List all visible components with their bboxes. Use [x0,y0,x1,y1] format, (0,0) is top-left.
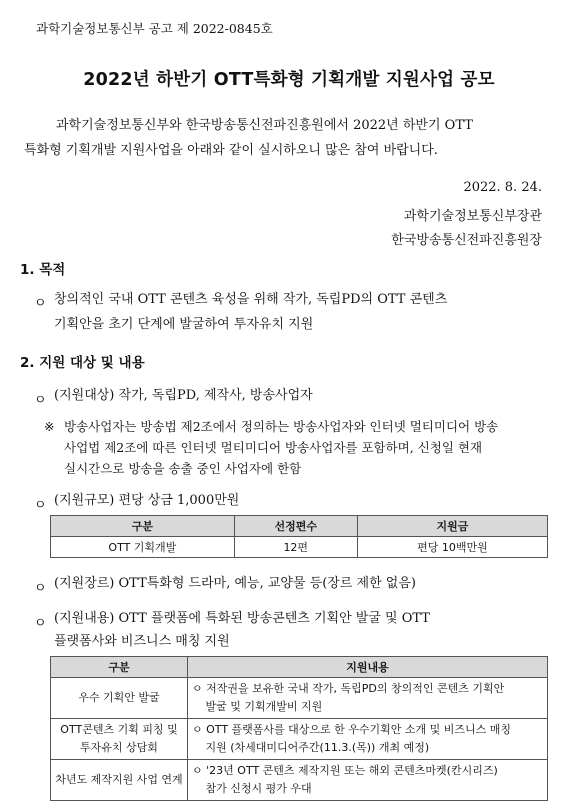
table-cell [51,719,188,760]
notice-number: 과학기술정보통신부 공고 제 2022-0845호 [36,21,273,36]
row-label-line-2: 투자유치 상담회 [80,741,158,754]
row-content-line-2: 지원 (차세대미디어주간(11.3.(목)) 개최 예정) [205,741,430,754]
table-row [51,719,548,760]
table-header-row [51,657,548,678]
table-cell [188,719,548,760]
note-line-2: 사업법 제2조에 따른 인터넷 멀티미디어 방송사업자를 포함하며, 신청일 현재 [64,440,483,455]
bullet-icon: ㅇ [34,393,47,408]
note-mark-icon: ※ [44,419,55,434]
table-header: 지원내용 [188,657,548,678]
row-content-line-1: OTT 플랫폼사를 대상으로 한 우수기획안 소개 및 비즈니스 매칭 [206,723,512,736]
row-label: 우수 기획안 발굴 [78,691,160,704]
issuer-ministry: 과학기술정보통신부장관 [403,209,542,224]
notice-date: 2022. 8. 24. [463,180,542,195]
table-cell: OTT 기획개발 [51,537,235,558]
table-cell: 편당 10백만원 [357,537,547,558]
support-content-table [50,656,548,801]
table-cell: 12편 [234,537,357,558]
note-line-1: 방송사업자는 방송법 제2조에서 정의하는 방송사업자와 인터넷 멀티미디어 방송 [64,419,499,434]
bullet-icon: ㅇ [34,498,47,513]
support-scale-table [50,515,548,558]
row-content-line-1: '23년 OTT 콘텐츠 제작지원 또는 해외 콘텐츠마켓(칸시리즈) [206,764,498,777]
bullet-icon: ㅇ [34,581,47,596]
table-row [51,760,548,801]
note-line-3: 실시간으로 방송을 송출 중인 사업자에 한함 [64,461,302,476]
support-content-line-1: (지원내용) OTT 플랫폼에 특화된 방송콘텐츠 기획안 발굴 및 OTT [54,611,430,626]
intro-line-1: 과학기술정보통신부와 한국방송통신전파진흥원에서 2022년 하반기 OTT [56,118,473,133]
bullet-icon: ㅇ [192,682,203,695]
row-label: 차년도 제작지원 사업 연계 [55,773,183,786]
table-row [51,537,548,558]
section-1-heading: 1. 목적 [20,262,66,278]
bullet-icon: ㅇ [34,616,47,631]
support-scale: (지원규모) 편당 상금 1,000만원 [54,493,240,508]
support-target: (지원대상) 작가, 독립PD, 제작사, 방송사업자 [54,388,313,403]
bullet-icon: ㅇ [192,723,203,736]
row-label-line-1: OTT콘텐츠 기획 피칭 및 [60,723,178,736]
table-cell [188,678,548,719]
section-2-heading: 2. 지원 대상 및 내용 [20,355,145,371]
section-1-line-1: 창의적인 국내 OTT 콘텐츠 육성을 위해 작가, 독립PD의 OTT 콘텐츠 [54,292,448,307]
row-content-line-2: 발굴 및 기획개발비 지원 [205,700,323,713]
table-header: 구분 [51,516,235,537]
bullet-icon: ㅇ [192,764,203,777]
support-genre: (지원장르) OTT특화형 드라마, 예능, 교양물 등(장르 제한 없음) [54,576,416,591]
support-content-line-2: 플랫폼사와 비즈니스 매칭 지원 [54,634,230,649]
table-cell [188,760,548,801]
intro-line-2: 특화형 기획개발 지원사업을 아래와 같이 실시하오니 많은 참여 바랍니다. [24,143,438,158]
table-header: 선정편수 [234,516,357,537]
table-cell [51,678,188,719]
issuer-agency: 한국방송통신전파진흥원장 [391,233,542,248]
row-content-line-1: 저작권을 보유한 국내 작가, 독립PD의 창의적인 콘텐츠 기획안 [206,682,505,695]
bullet-icon: ㅇ [34,296,47,311]
table-cell [51,760,188,801]
table-header: 지원금 [357,516,547,537]
page-title: 2022년 하반기 OTT특화형 기획개발 지원사업 공모 [83,70,495,90]
table-header: 구분 [51,657,188,678]
section-1-line-2: 기획안을 초기 단계에 발굴하여 투자유치 지원 [54,317,314,332]
row-content-line-2: 참가 신청시 평가 우대 [205,782,312,795]
table-header-row [51,516,548,537]
table-row [51,678,548,719]
